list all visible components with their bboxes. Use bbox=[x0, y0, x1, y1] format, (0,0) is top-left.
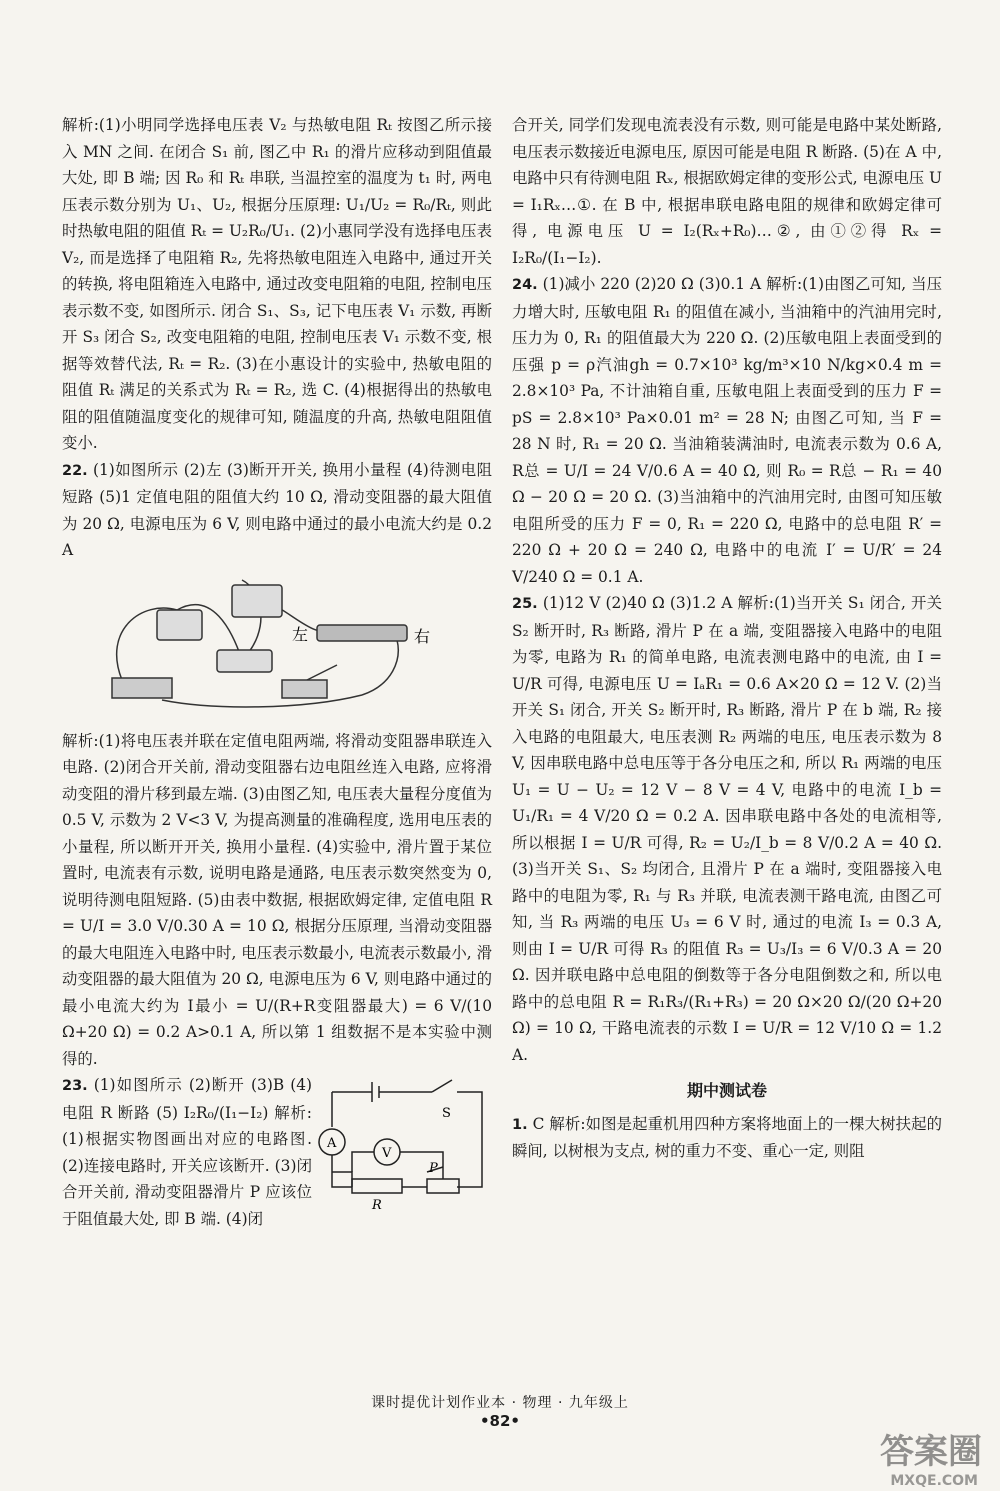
figure-right-label: 右 bbox=[414, 626, 431, 646]
answer-q23 bbox=[62, 1072, 312, 1232]
circuit-diagram-q23 bbox=[317, 1072, 492, 1212]
right-column bbox=[512, 112, 942, 1165]
resistor-R-label: R bbox=[372, 1198, 382, 1212]
analysis-q21: 解析:(1)小明同学选择电压表 V₂ 与热敏电阻 Rₜ 按图乙所示接入 MN 之间. 在闭合 S₁ 前, 图乙中 R₁ 的滑片应移动到阻值最大处, 即 B 端; 因 R₀ 和 Rₜ 串联, 当温控室的温度为 t₁ 时, 两电压表示数分别为 U₁、U₂, 根据分压原理: U₁/U₂ = R₀/Rₜ, 则此时热敏电阻的阻值 Rₜ = U₂R₀/U₁. (2)小惠同学没有选择电压表 V₂, 而是选择了电阻箱 R₂, 先将热敏电阻连入电路中, 通过开关的转换, 将电阻箱连入电路中, 通过改变电阻箱的电阻, 控制电压表示数不变, 如图所示. 闭合 S₁、S₃, 记下电压表 V₁ 示数, 再断开 S₃ 闭合 S₂, 改变电阻箱的电阻, 控制电压表 V₁ 示数不变, 根据等效替代法, Rₜ = R₂. (3)在小惠设计的实验中, 热敏电阻的阻值 Rₜ 满足的关系式为 Rₜ = R₂, 选 C. (4)根据得出的热敏电阻的阻值随温度变化的规律可知, 随温度的升高, 热敏电阻阻值变小. bbox=[62, 116, 492, 452]
q24-number: 24. bbox=[512, 277, 538, 293]
q22-number: 22. bbox=[62, 462, 88, 479]
q25-number: 25. bbox=[512, 596, 538, 612]
q1-number: 1. bbox=[512, 1116, 528, 1133]
answer-q1 bbox=[512, 1111, 942, 1165]
answer-q23-block bbox=[62, 1072, 492, 1232]
q25-text: (1)12 V (2)40 Ω (3)1.2 A 解析:(1)当开关 S₁ 闭合, 开关 S₂ 断开时, R₃ 断路, 滑片 P 在 a 端, 变阻器接入电路中的电阻为零, 电路为 R₁ 的简单电路, 电流表测电路中的电流, 由 I = U/R 可得, 电源电压 U = IₐR₁ = 0.6 A×20 Ω = 12 V. (2)当开关 S₁ 闭合, 开关 S₂ 断开时, R₃ 断路, 滑片 P 在 b 端, R₂ 接入电路的电阻最大, 电压表测 R₂ 两端的电压, 电压表示数为 8 V, 因串联电路中总电压等于各分电压之和, 所以 R₁ 两端的电压 U₁ = U − U₂ = 12 V − 8 V = 4 V, 电路中的电流 I_b = U₁/R₁ = 4 V/20 Ω = 0.2 A. 因串联电路中各处的电流相等, 所以根据 I = U/R 可得, R₂ = U₂/I_b = 8 V/0.2 A = 40 Ω. (3)当开关 S₁、S₂ 均闭合, 且滑片 P 在 a 端时, 变阻器接入电路中的电阻为零, R₁ 与 R₃ 并联, 电流表测干路电流, 由图乙可知, 当 R₃ 两端的电压 U₃ = 6 V 时, 通过的电流 I₃ = 0.3 A, 则由 I = U/R 可得 R₃ 的阻值 R₃ = U₃/I₃ = 6 V/0.3 A = 20 Ω. 因并联电路中总电阻的倒数等于各分电阻倒数之和, 所以电路中的总电阻 R = R₁R₃/(R₁+R₃) = 20 Ω×20 Ω/(20 Ω+20 Ω) = 10 Ω, 干路电流表的示数 I = U/R = 12 V/10 Ω = 1.2 A. bbox=[512, 594, 942, 1064]
q23-text: (1)如图所示 (2)断开 (3)B (4)电阻 R 断路 (5) I₂R₀/(I₁−I₂) 解析:(1)根据实物图画出对应的电路图. (2)连接电路时, 开关应该断开. (3)闭合开关前, 滑动变阻器滑片 P 应该位于阻值最大处, 即 B 端. (4)闭 bbox=[62, 1076, 312, 1228]
footer-book-title: 课时提优计划作业本 · 物理 · 九年级上 bbox=[371, 1395, 629, 1411]
circuit-physical-figure bbox=[62, 570, 492, 720]
watermark-url: MXQE.COM bbox=[890, 1473, 978, 1489]
q1-text: C 解析:如图是起重机用四种方案将地面上的一棵大树扶起的瞬间, 以树根为支点, 树的重力不变、重心一定, 则阻 bbox=[512, 1114, 942, 1160]
switch-S-label: S bbox=[442, 1106, 451, 1121]
slider-P-label: P bbox=[429, 1161, 438, 1176]
figure-left-label: 左 bbox=[292, 624, 309, 644]
answer-q24 bbox=[512, 271, 942, 590]
answer-q22 bbox=[62, 457, 492, 564]
watermark-logo: 答案圈 bbox=[880, 1432, 982, 1472]
section-title: 期中测试卷 bbox=[686, 1081, 767, 1100]
analysis-q23-cont: 合开关, 同学们发现电流表没有示数, 则可能是电路中某处断路, 电压表示数接近电源电压, 原因可能是电阻 R 断路. (5)在 A 中, 电路中只有待测电阻 Rₓ, 根据欧姆定律的变形公式, 电源电压 U = I₁Rₓ…①. 在 B 中, 根据串联电路电阻的规律和欧姆定律可得, 电源电压 U = I₂(Rₓ+R₀)…②, 由①②得 Rₓ = I₂R₀/(I₁−I₂). bbox=[512, 116, 942, 267]
answer-q25 bbox=[512, 590, 942, 1068]
page-number: •82• bbox=[479, 1412, 521, 1430]
left-column bbox=[62, 112, 492, 1232]
q22-text: (1)如图所示 (2)左 (3)断开开关, 换用小量程 (4)待测电阻短路 (5)1 定值电阻的阻值大约 10 Ω, 滑动变阻器的最大阻值为 20 Ω, 电源电压为 6 V, 则电路中通过的最小电流大约是 0.2 A bbox=[62, 460, 492, 559]
q24-text: (1)减小 220 (2)20 Ω (3)0.1 A 解析:(1)由图乙可知, 当压力增大时, 压敏电阻 R₁ 的阻值在减小, 当油箱中的汽油用完时, 压力为 0, R₁ 的阻值最大为 220 Ω. (2)压敏电阻上表面受到的压强 p = ρ汽油gh = 0.7×10³ kg/m³×10 N/kg×0.4 m = 2.8×10³ Pa, 不计油箱自重, 压敏电阻上表面受到的压力 F = pS = 2.8×10³ Pa×0.01 m² = 28 N; 由图乙可知, 当 F = 28 N 时, R₁ = 20 Ω. 当油箱装满油时, 电流表示数为 0.6 A, R总 = U/I = 24 V/0.6 A = 40 Ω, 则 R₀ = R总 − R₁ = 40 Ω − 20 Ω = 20 Ω. (3)当油箱中的汽油用完时, 由图可知压敏电阻所受的压力 F = 0, R₁ = 220 Ω, 电路中的总电阻 R′ = 220 Ω + 20 Ω = 240 Ω, 电路中的电流 I′ = U/R′ = 24 V/240 Ω = 0.1 A. bbox=[512, 275, 942, 586]
voltmeter-V-label: V bbox=[382, 1146, 392, 1161]
ammeter-A-label: A bbox=[327, 1136, 337, 1151]
q23-number: 23. bbox=[62, 1078, 88, 1094]
analysis-q22: 解析:(1)将电压表并联在定值电阻两端, 将滑动变阻器串联连入电路. (2)闭合开关前, 滑动变阻器右边电阻丝连入电路, 应将滑动变阻的滑片移到最左端. (3)由图乙知, 电压表大量程分度值为 0.5 V, 示数为 2 V<3 V, 为提高测量的准确程度, 选用电压表的小量程, 所以断开开关, 换用小量程. (4)实验中, 滑片置于某位置时, 电流表有示数, 说明电路是通路, 电压表示数突然变为 0, 说明待测电阻短路. (5)由表中数据, 根据欧姆定律, 定值电阻 R = U/I = 3.0 V/0.30 A = 10 Ω, 根据分压原理, 当滑动变阻器的最大电阻连入电路中时, 电压表示数最小, 电流表示数最小, 滑动变阻器的最大阻值为 20 Ω, 电源电压为 6 V, 则电路中通过的最小电流大约为 I最小 = U/(R+R变阻器最大) = 6 V/(10 Ω+20 Ω) = 0.2 A>0.1 A, 所以第 1 组数据不是本实验中测得的. bbox=[62, 731, 492, 1068]
